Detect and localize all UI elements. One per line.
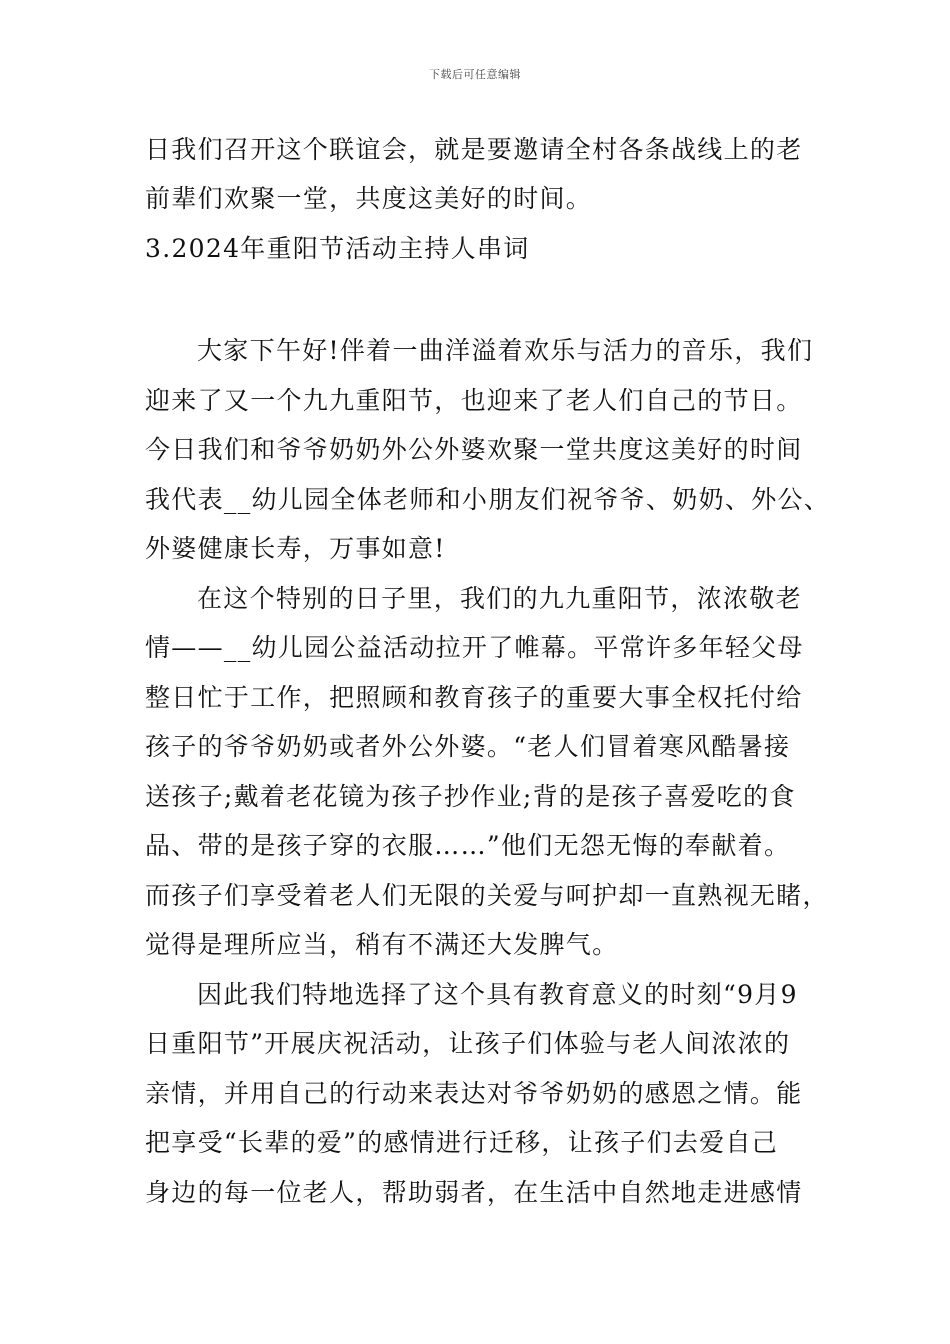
text-line: 我代表__幼儿园全体老师和小朋友们祝爷爷、奶奶、外公、: [145, 485, 831, 514]
text-line: 前辈们欢聚一堂，共度这美好的时间。: [145, 184, 593, 213]
text-line: 情——__幼儿园公益活动拉开了帷幕。平常许多年轻父母: [145, 633, 804, 662]
paragraph-first-line: 在这个特别的日子里，我们的九九重阳节，浓浓敬老: [197, 584, 802, 613]
text-line: 今日我们和爷爷奶奶外公外婆欢聚一堂共度这美好的时间: [145, 435, 803, 464]
section-heading: 3.2024年重阳节活动主持人串词: [145, 234, 530, 263]
text-line: 而孩子们享受着老人们无限的关爱与呵护却一直熟视无睹，: [145, 881, 829, 910]
text-line: 整日忙于工作，把照顾和教育孩子的重要大事全权托付给: [145, 683, 803, 712]
text-line: 觉得是理所应当，稍有不满还大发脾气。: [145, 930, 619, 959]
text-line: 把享受“长辈的爱”的感情进行迁移，让孩子们去爱自己: [145, 1128, 779, 1157]
text-line: 品、带的是孩子穿的衣服……”他们无怨无悔的奉献着。: [145, 831, 791, 860]
text-line: 日重阳节”开展庆祝活动，让孩子们体验与老人间浓浓的: [145, 1029, 791, 1058]
text-line: 身边的每一位老人，帮助弱者，在生活中自然地走进感情: [145, 1178, 803, 1207]
text-line: 外婆健康长寿，万事如意!: [145, 534, 446, 563]
text-line: 日我们召开这个联谊会，就是要邀请全村各条战线上的老: [145, 135, 803, 164]
text-line: 送孩子;戴着老花镜为孩子抄作业;背的是孩子喜爱吃的食: [145, 782, 796, 811]
page-header: 下载后可任意编辑: [429, 68, 521, 81]
text-line: 孩子的爷爷奶奶或者外公外婆。“老人们冒着寒风酷暑接: [145, 732, 791, 761]
paragraph-first-line: 大家下午好!伴着一曲洋溢着欢乐与活力的音乐，我们: [197, 336, 814, 365]
text-line: 亲情，并用自己的行动来表达对爷爷奶奶的感恩之情。能: [145, 1079, 803, 1108]
paragraph-first-line: 因此我们特地选择了这个具有教育意义的时刻“9月9: [197, 980, 798, 1009]
text-line: 迎来了又一个九九重阳节，也迎来了老人们自己的节日。: [145, 386, 803, 415]
